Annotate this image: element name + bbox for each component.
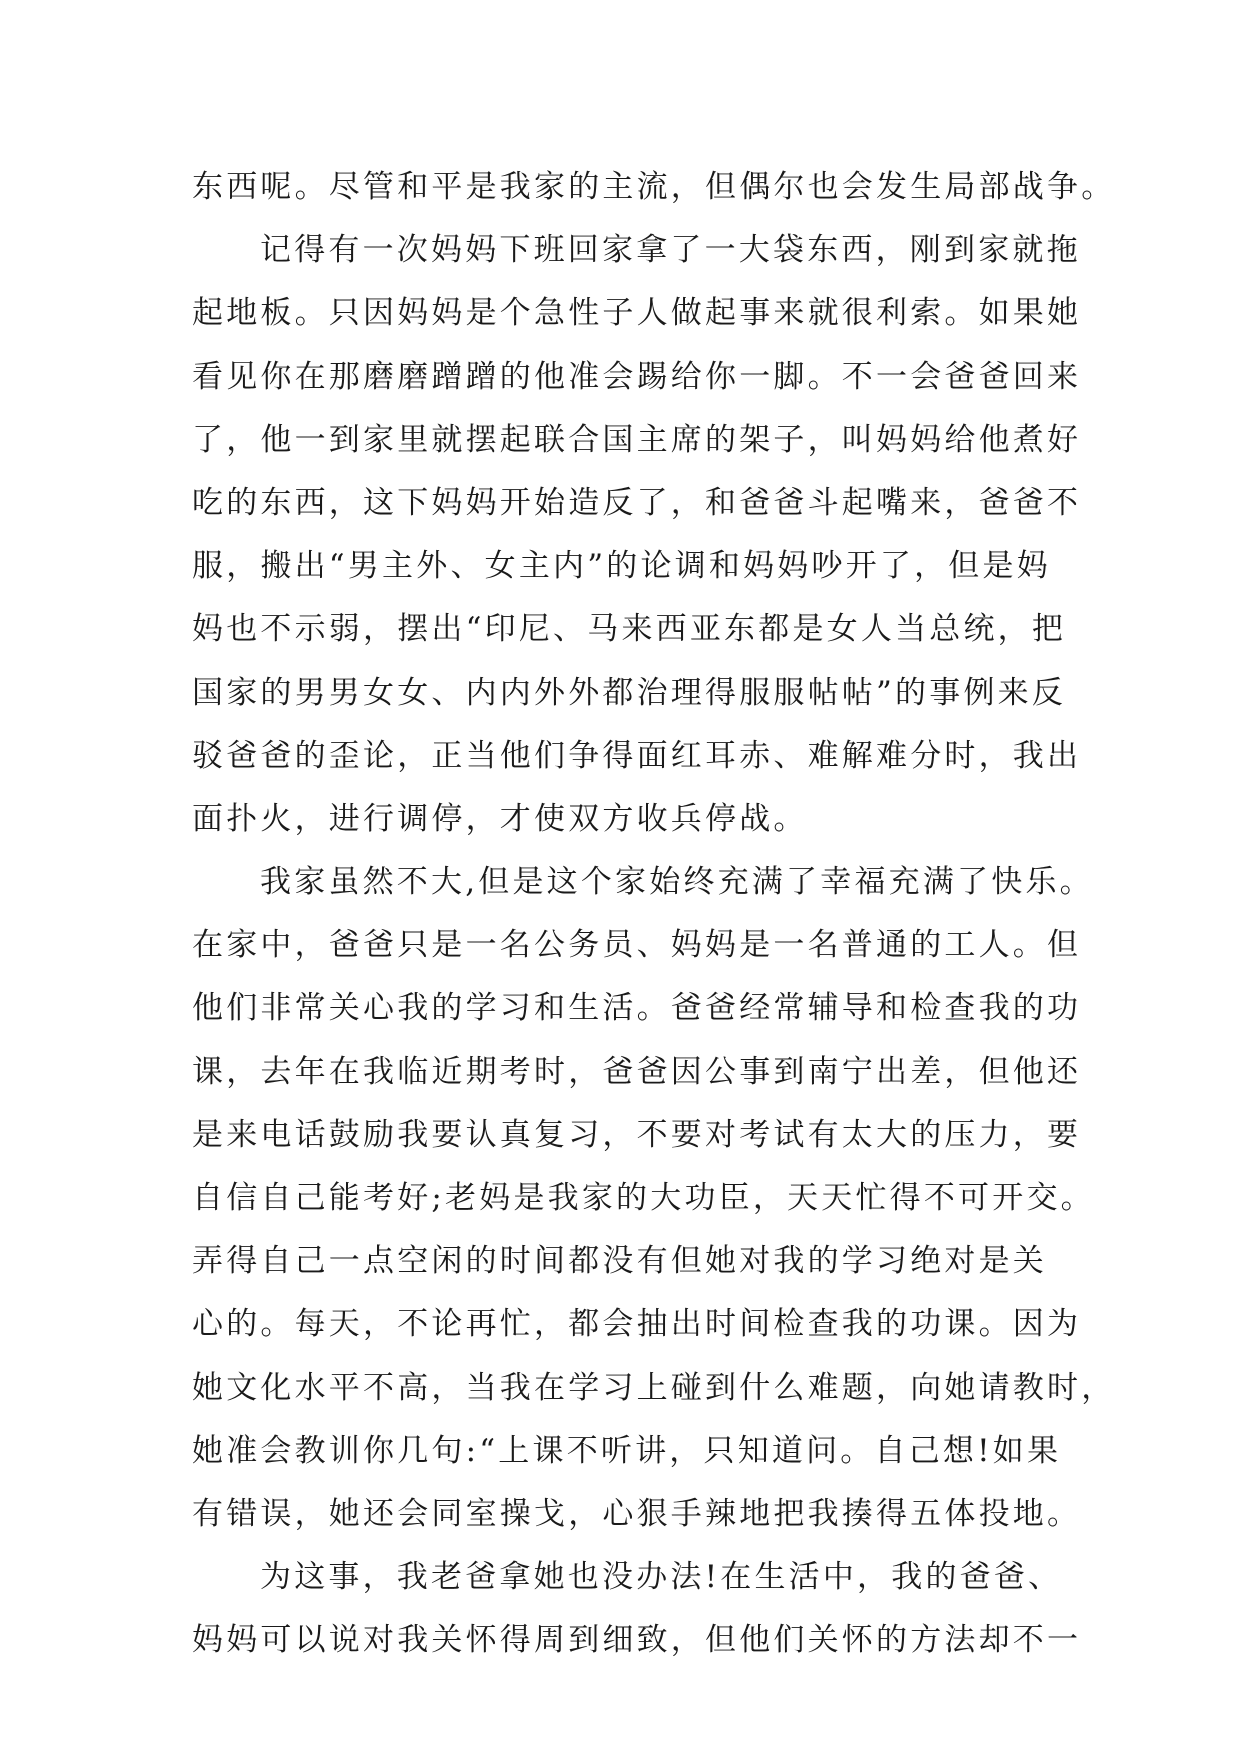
text-line: 心的。每天，不论再忙，都会抽出时间检查我的功课。因为 bbox=[192, 1306, 1082, 1343]
text-line: 是来电话鼓励我要认真复习，不要对考试有太大的压力，要 bbox=[192, 1116, 1082, 1153]
text-line: 东西呢。尽管和平是我家的主流，但偶尔也会发生局部战争。 bbox=[192, 169, 1116, 205]
text-line: 国家的男男女女、内内外外都治理得服服帖帖”的事例来反 bbox=[192, 674, 1067, 711]
text-line: 看见你在那磨磨蹭蹭的他准会踢给你一脚。不一会爸爸回来 bbox=[192, 358, 1082, 395]
text-line: 她文化水平不高，当我在学习上碰到什么难题，向她请教时， bbox=[192, 1369, 1116, 1406]
text-line: 他们非常关心我的学习和生活。爸爸经常辅导和检查我的功 bbox=[192, 990, 1082, 1027]
text-line: 吃的东西，这下妈妈开始造反了，和爸爸斗起嘴来，爸爸不 bbox=[192, 484, 1082, 521]
text-line: 课，去年在我临近期考时，爸爸因公事到南宁出差，但他还 bbox=[192, 1053, 1082, 1090]
text-line: 自信自己能考好;老妈是我家的大功臣，天天忙得不可开交。 bbox=[192, 1180, 1095, 1216]
text-line: 妈妈可以说对我关怀得周到细致，但他们关怀的方法却不一 bbox=[192, 1622, 1082, 1659]
text-line: 驳爸爸的歪论，正当他们争得面红耳赤、难解难分时，我出 bbox=[192, 737, 1082, 774]
text-line: 面扑火，进行调停，才使双方收兵停战。 bbox=[192, 800, 808, 837]
text-line: 服，搬出“男主外、女主内”的论调和妈妈吵开了，但是妈 bbox=[192, 548, 1051, 585]
text-line: 了，他一到家里就摆起联合国主席的架子，叫妈妈给他煮好 bbox=[192, 421, 1082, 458]
paragraph-first-line: 为这事，我老爸拿她也没办法!在生活中，我的爸爸、 bbox=[260, 1559, 1063, 1596]
text-line: 有错误，她还会同室操戈，心狠手辣地把我揍得五体投地。 bbox=[192, 1495, 1082, 1532]
text-line: 起地板。只因妈妈是个急性子人做起事来就很利索。如果她 bbox=[192, 295, 1082, 332]
text-line: 在家中，爸爸只是一名公务员、妈妈是一名普通的工人。但 bbox=[192, 927, 1082, 964]
paragraph-first-line: 记得有一次妈妈下班回家拿了一大袋东西，刚到家就拖 bbox=[260, 232, 1081, 269]
text-line: 弄得自己一点空闲的时间都没有但她对我的学习绝对是关 bbox=[192, 1243, 1047, 1280]
text-line: 妈也不示弱，摆出“印尼、马来西亚东都是女人当总统，把 bbox=[192, 611, 1067, 648]
text-line: 她准会教训你几句:“上课不听讲，只知道问。自己想!如果 bbox=[192, 1432, 1062, 1469]
paragraph-first-line: 我家虽然不大,但是这个家始终充满了幸福充满了快乐。 bbox=[260, 864, 1094, 901]
body-text bbox=[192, 156, 1116, 1673]
